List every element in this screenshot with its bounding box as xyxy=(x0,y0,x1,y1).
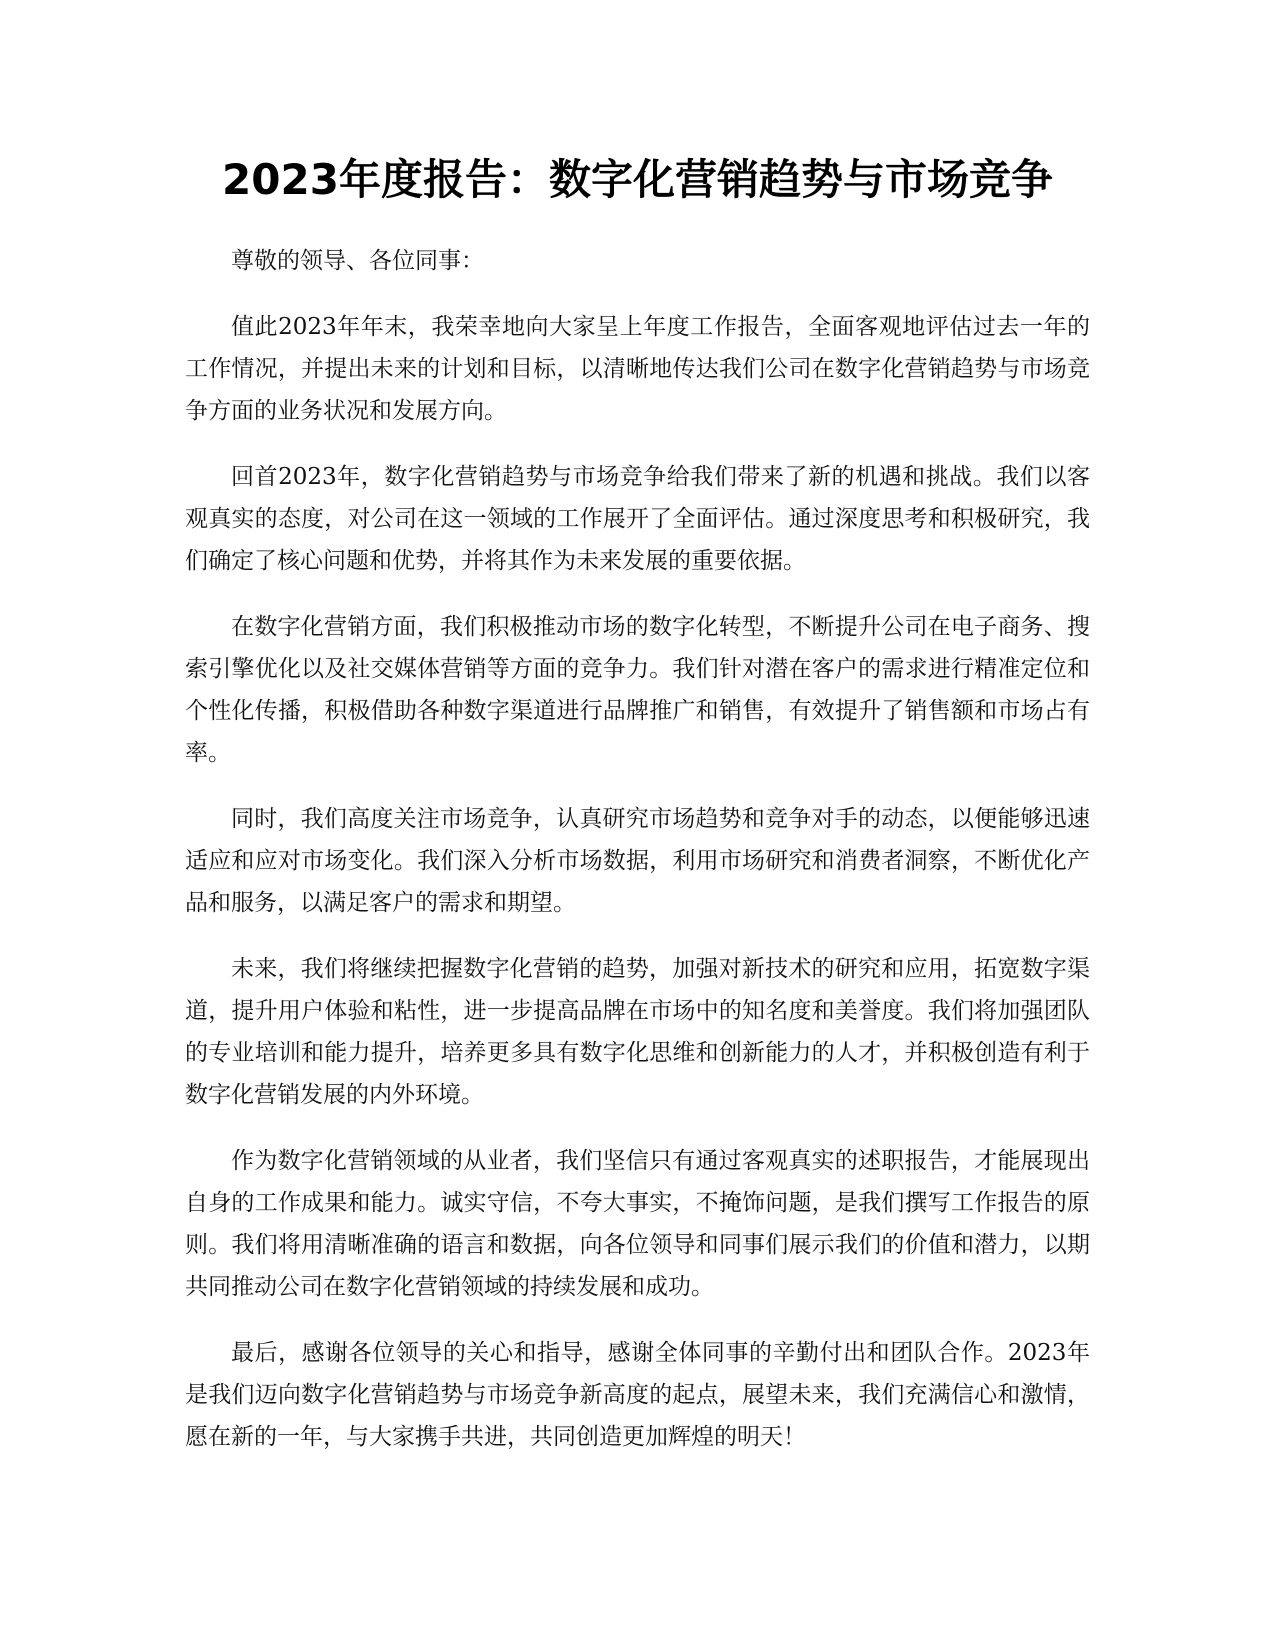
document-title: 2023年度报告：数字化营销趋势与市场竞争 xyxy=(222,155,1053,204)
closing-paragraph: 最后，感谢各位领导的关心和指导，感谢全体同事的辛勤付出和团队合作。2023年是我们迈向数字化营销趋势与市场竞争新高度的起点，展望未来，我们充满信心和激情，愿在新的一年，与大家携手共进，共同创造更加辉煌的明天！ xyxy=(185,1340,1090,1450)
body-paragraph: 作为数字化营销领域的从业者，我们坚信只有通过客观真实的述职报告，才能展现出自身的工作成果和能力。诚实守信，不夸大事实，不掩饰问题，是我们撰写工作报告的原则。我们将用清晰准确的语言和数据，向各位领导和同事们展示我们的价值和潜力，以期共同推动公司在数字化营销领域的持续发展和成功。 xyxy=(185,1148,1090,1300)
body-paragraph: 未来，我们将继续把握数字化营销的趋势，加强对新技术的研究和应用，拓宽数字渠道，提升用户体验和粘性，进一步提高品牌在市场中的知名度和美誉度。我们将加强团队的专业培训和能力提升，培养更多具有数字化思维和创新能力的人才，并积极创造有利于数字化营销发展的内外环境。 xyxy=(185,956,1090,1108)
document-body xyxy=(185,240,1090,1482)
body-paragraph: 同时，我们高度关注市场竞争，认真研究市场趋势和竞争对手的动态，以便能够迅速适应和应对市场变化。我们深入分析市场数据，利用市场研究和消费者洞察，不断优化产品和服务，以满足客户的需求和期望。 xyxy=(185,806,1090,916)
salutation-paragraph: 尊敬的领导、各位同事： xyxy=(231,248,484,274)
body-paragraph: 在数字化营销方面，我们积极推动市场的数字化转型，不断提升公司在电子商务、搜索引擎优化以及社交媒体营销等方面的竞争力。我们针对潜在客户的需求进行精准定位和个性化传播，积极借助各种数字渠道进行品牌推广和销售，有效提升了销售额和市场占有率。 xyxy=(185,614,1090,766)
body-paragraph: 值此2023年年末，我荣幸地向大家呈上年度工作报告，全面客观地评估过去一年的工作情况，并提出未来的计划和目标，以清晰地传达我们公司在数字化营销趋势与市场竞争方面的业务状况和发展方向。 xyxy=(185,314,1090,424)
body-paragraph: 回首2023年，数字化营销趋势与市场竞争给我们带来了新的机遇和挑战。我们以客观真实的态度，对公司在这一领域的工作展开了全面评估。通过深度思考和积极研究，我们确定了核心问题和优势，并将其作为未来发展的重要依据。 xyxy=(185,464,1090,574)
